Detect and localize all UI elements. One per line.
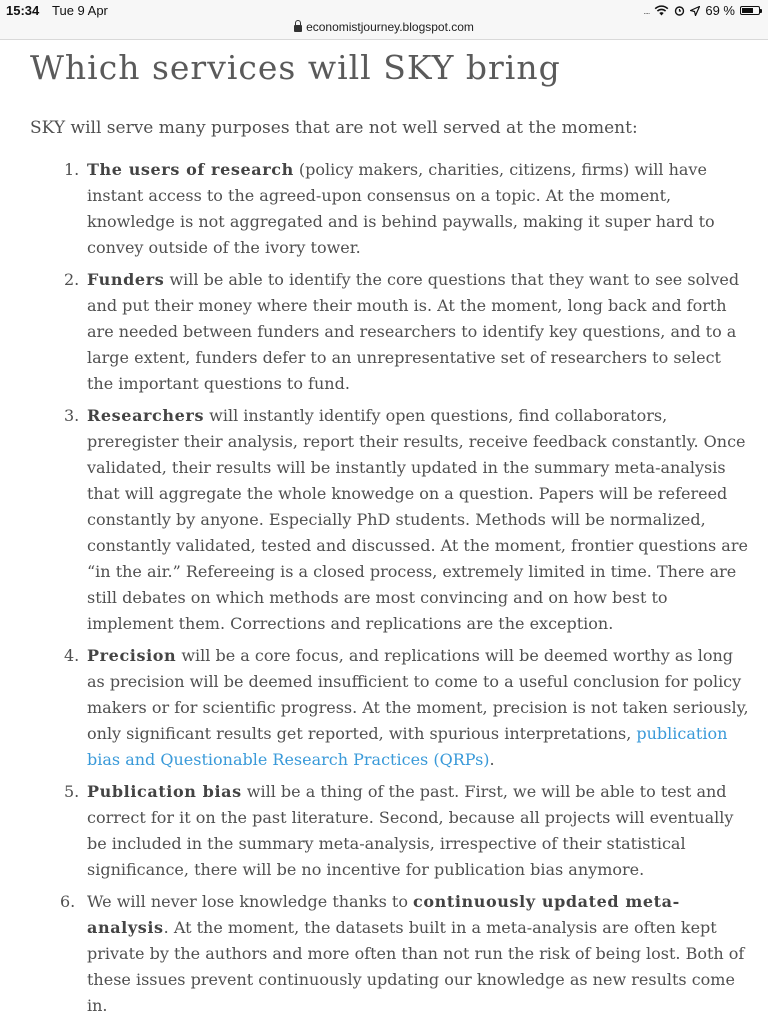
services-list <box>30 157 750 1019</box>
item-lead: The users of research <box>87 160 294 179</box>
article-intro: SKY will serve many purposes that are not well served at the moment: <box>30 118 638 138</box>
alarm-icon <box>674 5 685 16</box>
list-item <box>30 267 750 397</box>
item-text: will be able to identify the core questions that they want to see solved and put their money where their mouth is. At the moment, long back and forth are needed between funders and researchers to identify key questions, and to a large extent, funders defer to an unrepresentative set of researchers to select the important questions to fund. <box>87 270 740 393</box>
list-number: 5. <box>64 782 80 801</box>
list-item <box>30 157 750 261</box>
status-date: Tue 9 Apr <box>52 3 108 18</box>
item-lead: Publication bias <box>87 782 242 801</box>
list-number: 1. <box>64 160 80 179</box>
status-right-group <box>643 3 760 18</box>
url-text: economistjourney.blogspot.com <box>306 20 474 34</box>
item-text: will be a thing of the past. First, we will be able to test and correct for it on the past literature. Second, because all projects will eventually be included in the summary meta-analysis, irrespective of their statistical significance, there will be no incentive for publication bias anymore. <box>87 782 734 879</box>
item-text: will be a core focus, and replications will be deemed worthy as long as precision will be deemed insufficient to come to a useful conclusion for policy makers or for scientific progress. At the moment, precision is not taken seriously, only significant results get reported, with spurious interpretations, <box>87 646 749 743</box>
list-item <box>30 643 750 773</box>
item-lead: Precision <box>87 646 177 665</box>
item-lead: Researchers <box>87 406 205 425</box>
item-tail: . <box>489 750 495 769</box>
list-number: 2. <box>64 270 80 289</box>
battery-level <box>742 8 753 13</box>
item-text: . At the moment, the datasets built in a meta-analysis are often kept private by the authors and more often than not run the risk of being lost. Both of these issues prevent continuously updating our knowledge as new results come in. <box>87 918 745 1015</box>
item-text: (policy makers, charities, citizens, firms) will have instant access to the agreed-upon consensus on a topic. At the moment, knowledge is not aggregated and is behind paywalls, making it super hard to convey outside of the ivory tower. <box>87 160 715 257</box>
item-pre: We will never lose knowledge thanks to <box>87 892 414 911</box>
list-item <box>30 889 750 1019</box>
list-number: 4. <box>64 646 80 665</box>
list-item <box>30 403 750 637</box>
signal-dots-icon: .... <box>643 5 650 16</box>
item-text: will instantly identify open questions, find collaborators, preregister their analysis, report their results, receive feedback constantly. Once validated, their results will be instantly updated in the summary meta-analysis that will aggregate the whole knowedge on a question. Papers will be refereed constantly by anyone. Especially PhD students. Methods will be normalized, constantly validated, tested and discussed. At the moment, frontier questions are “in the air.” Refereeing is a closed process, extremely limited in time. There are still debates on which methods are most convincing and on how best to implement them. Corrections and replications are the exception. <box>87 406 748 633</box>
wifi-icon <box>654 5 669 16</box>
address-bar[interactable] <box>0 18 768 40</box>
list-item <box>30 779 750 883</box>
status-time: 15:34 <box>6 3 40 18</box>
article <box>30 48 750 1025</box>
item-lead: continuously updated meta-analysis <box>87 892 680 937</box>
item-lead: Funders <box>87 270 165 289</box>
battery-percent: 69 % <box>705 3 735 18</box>
list-number: 6. <box>60 892 76 911</box>
publication-bias-link[interactable]: publication bias and Questionable Research Practices (QRPs) <box>87 724 728 769</box>
list-number: 3. <box>64 406 80 425</box>
article-title: Which services will SKY bring <box>30 48 561 87</box>
battery-icon <box>740 6 760 15</box>
lock-icon <box>294 25 302 32</box>
location-icon <box>690 6 700 16</box>
